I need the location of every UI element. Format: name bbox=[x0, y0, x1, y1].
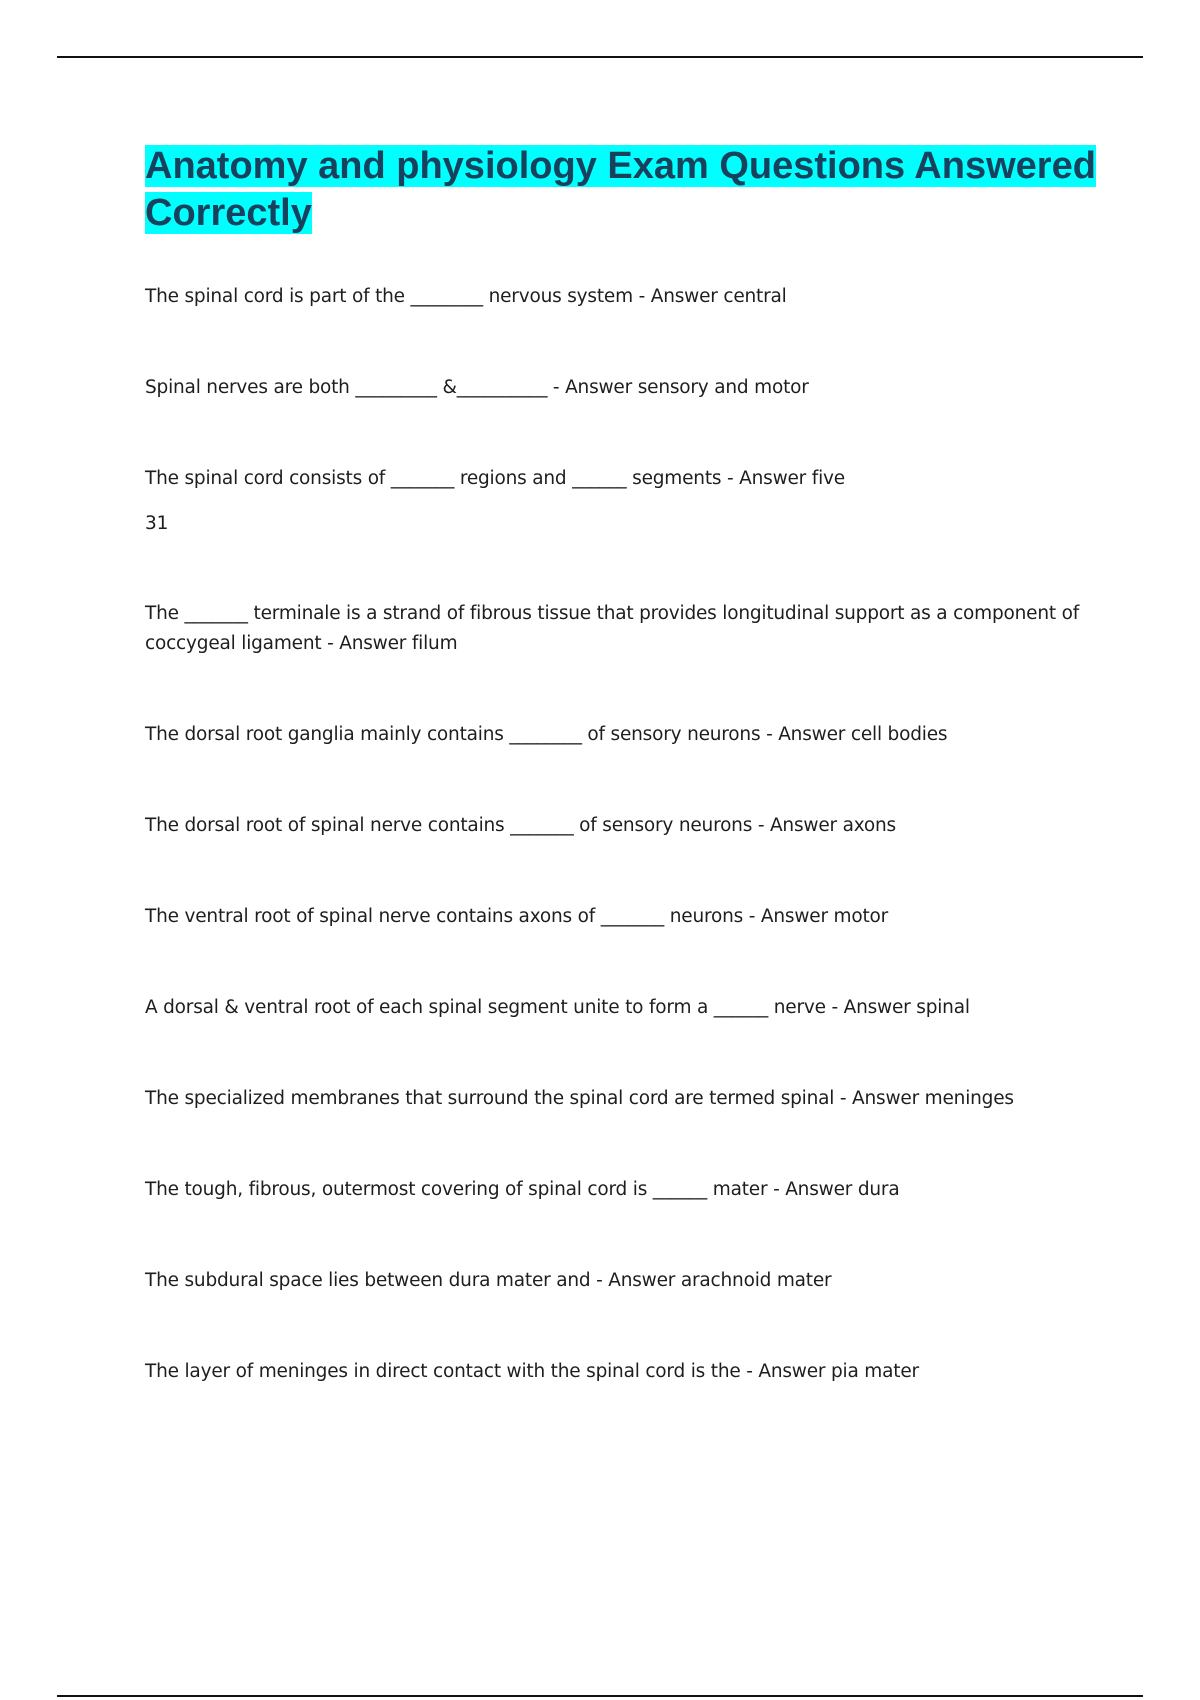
qa-item: The layer of meninges in direct contact with the spinal cord is the - Answer pia mater bbox=[145, 1361, 919, 1382]
qa-item-continuation: 31 bbox=[145, 513, 169, 534]
qa-item: The spinal cord consists of _______ regions and ______ segments - Answer five bbox=[145, 468, 845, 489]
qa-item: The spinal cord is part of the ________ nervous system - Answer central bbox=[145, 286, 787, 307]
qa-item: The dorsal root of spinal nerve contains _______ of sensory neurons - Answer axons bbox=[145, 815, 896, 836]
header-rule bbox=[57, 56, 1143, 58]
qa-item: The subdural space lies between dura mater and - Answer arachnoid mater bbox=[145, 1270, 832, 1291]
qa-item: The tough, fibrous, outermost covering of spinal cord is ______ mater - Answer dura bbox=[145, 1179, 900, 1200]
qa-item: The _______ terminale is a strand of fibrous tissue that provides longitudinal support as a component of coccygeal ligament - Answer filum bbox=[145, 603, 1080, 654]
page-title bbox=[145, 143, 1105, 237]
title-highlight: Anatomy and physiology Exam Questions Answered Correctly bbox=[145, 145, 1096, 234]
qa-item: The dorsal root ganglia mainly contains ________ of sensory neurons - Answer cell bodies bbox=[145, 724, 948, 745]
qa-item: A dorsal & ventral root of each spinal segment unite to form a ______ nerve - Answer spinal bbox=[145, 997, 970, 1018]
qa-item: The ventral root of spinal nerve contains axons of _______ neurons - Answer motor bbox=[145, 906, 889, 927]
qa-item: The specialized membranes that surround the spinal cord are termed spinal - Answer meninges bbox=[145, 1088, 1014, 1109]
qa-item: Spinal nerves are both _________ &__________ - Answer sensory and motor bbox=[145, 377, 809, 398]
footer-rule bbox=[57, 1695, 1143, 1697]
